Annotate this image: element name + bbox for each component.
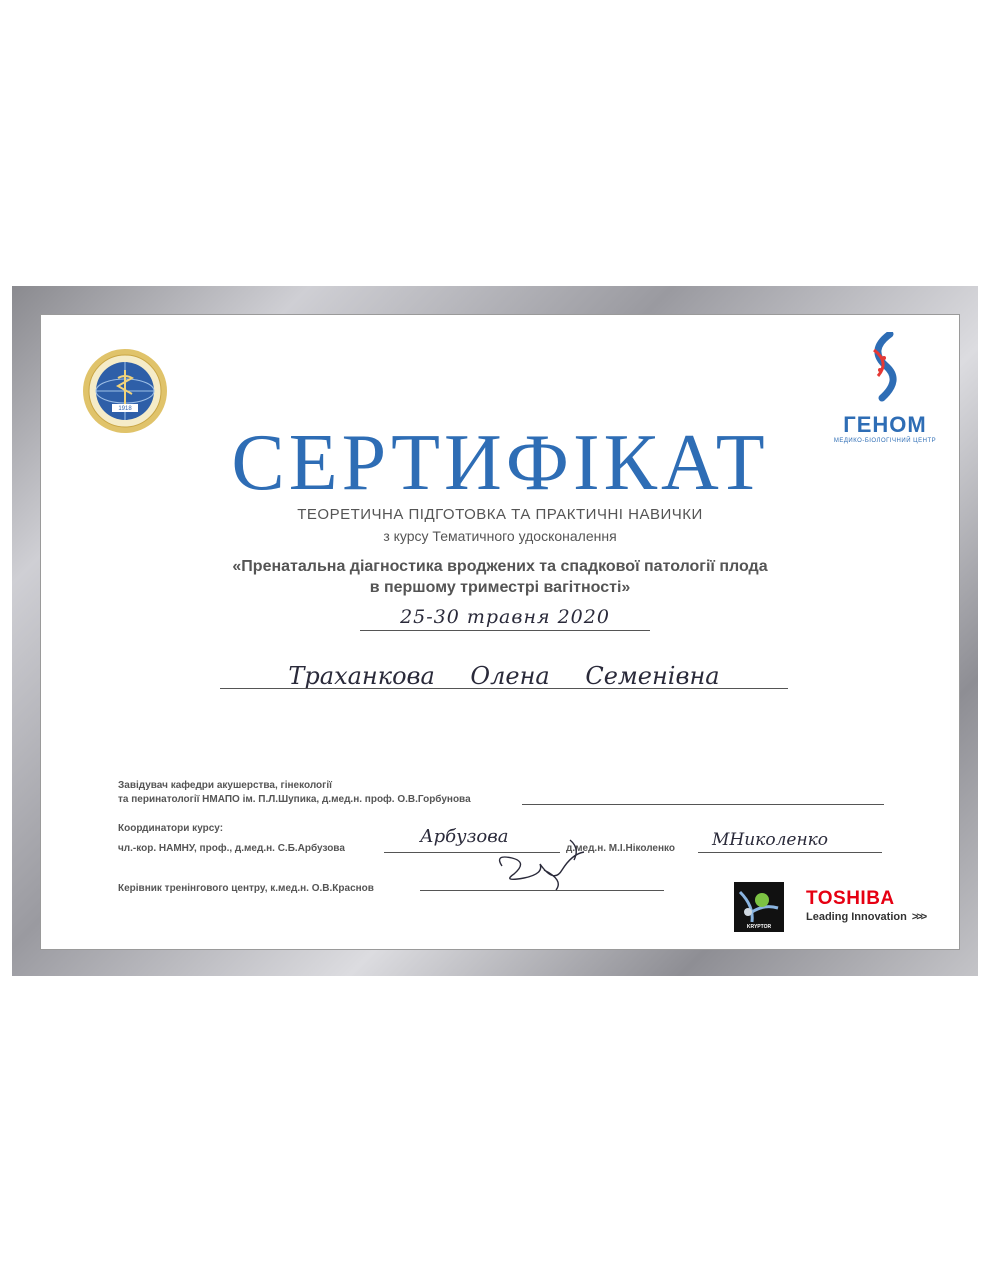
- coordinator2-signature-line: [698, 852, 882, 853]
- genom-helix-logo: [860, 332, 910, 402]
- coordinator1-name: чл.-кор. НАМНУ, проф., д.мед.н. С.Б.Арбузова: [118, 843, 345, 854]
- head-signature-line: [522, 804, 884, 805]
- head-of-department-line1: Завідувач кафедри акушерства, гінекології: [118, 780, 332, 791]
- training-center-head: Керівник тренінгового центру, к.мед.н. О.В.Краснов: [118, 883, 374, 894]
- kryptor-label: KRYPTOR: [746, 924, 772, 930]
- coordinator2-name: д.мед.н. М.І.Ніколенко: [566, 843, 676, 854]
- recipient-underline: [220, 688, 788, 689]
- chevron-right-icon: >>>: [911, 911, 926, 923]
- coordinator1-signature: Арбузова: [420, 826, 509, 847]
- course-title: [120, 556, 880, 598]
- toshiba-logo: TOSHIBA: [806, 888, 895, 909]
- dates-underline: [360, 630, 650, 631]
- course-title-line1: «Пренатальна діагностика вроджених та спадкової патології плода: [232, 558, 768, 575]
- toshiba-tagline: [806, 911, 925, 923]
- certificate-subtitle: ТЕОРЕТИЧНА ПІДГОТОВКА ТА ПРАКТИЧНІ НАВИЧКИ: [297, 506, 703, 523]
- course-dates-handwritten: 25-30 травня 2020: [400, 606, 610, 628]
- course-type: з курсу Тематичного удосконалення: [383, 528, 617, 544]
- coordinator2-signature: МНиколенко: [712, 830, 829, 850]
- head-of-department-line2: та перинатології НМАПО ім. П.Л.Шупика, д.мед.н. проф. О.В.Горбунова: [118, 794, 471, 805]
- genom-logo-name: ГЕНОМ: [843, 412, 927, 437]
- recipient-name-handwritten: Траханкова Олена Семенівна: [288, 662, 720, 690]
- certificate-title: СЕРТИФІКАТ: [231, 419, 769, 507]
- svg-text:1918: 1918: [118, 406, 132, 412]
- training-head-signature: [484, 834, 604, 894]
- coordinators-label: Координатори курсу:: [118, 823, 224, 834]
- genom-logo-subtitle: МЕДИКО-БІОЛОГІЧНИЙ ЦЕНТР: [833, 438, 937, 444]
- course-title-line2: в першому триместрі вагітності»: [369, 579, 631, 596]
- toshiba-tagline-text: Leading Innovation: [806, 911, 907, 923]
